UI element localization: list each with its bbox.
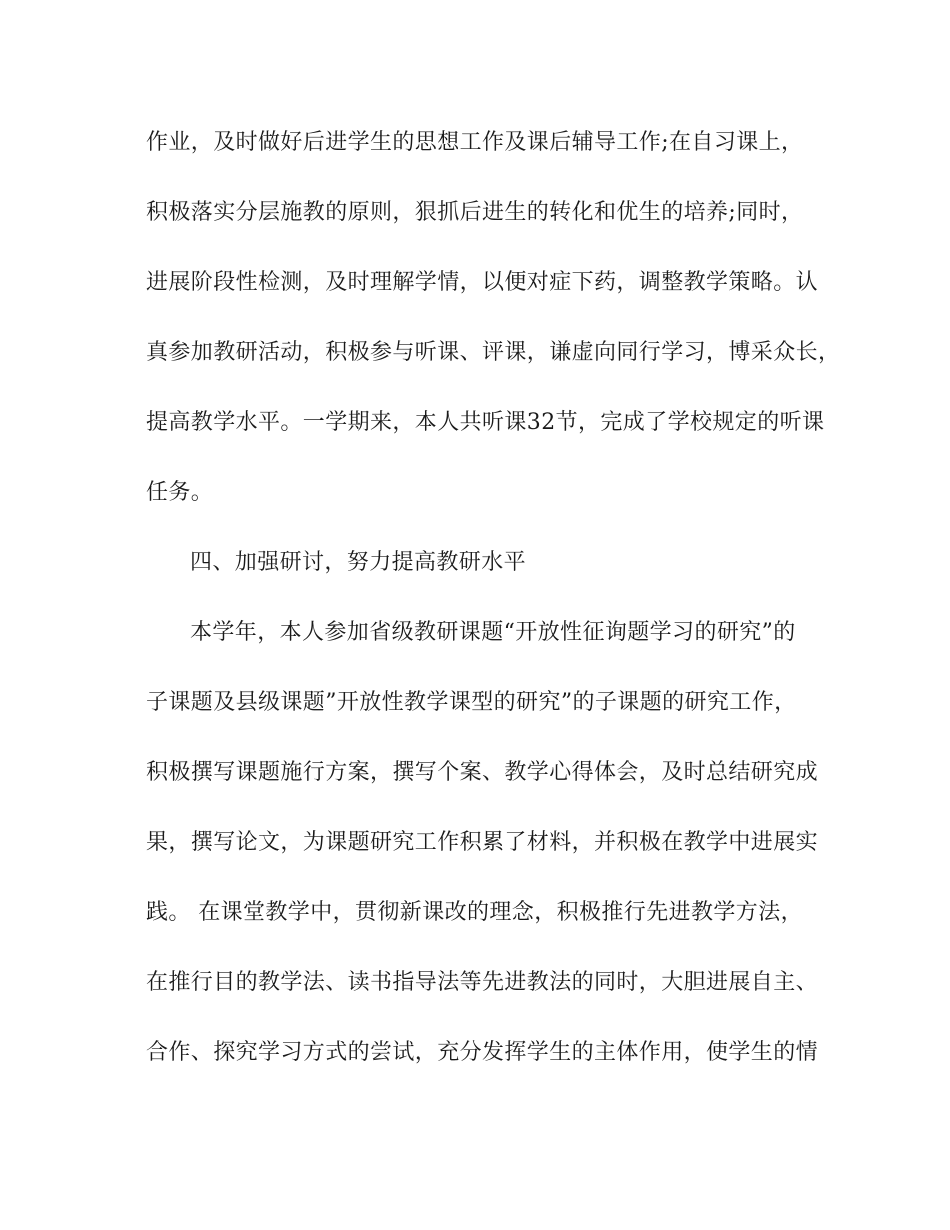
text-line: 果，撰写论文，为课题研究工作积累了材料，并积极在教学中进展实 — [146, 830, 819, 855]
section-heading: 四、加强研讨，努力提高教研水平 — [190, 550, 527, 575]
text-line: 提高教学水平。一学期来，本人共听课32节，完成了学校规定的听课 — [146, 410, 825, 435]
text-line: 合作、探究学习方式的尝试，充分发挥学生的主体作用，使学生的情 — [146, 1040, 819, 1065]
text-line: 践。 在课堂教学中，贯彻新课改的理念，积极推行先进教学方法， — [146, 900, 803, 925]
text-line: 积极落实分层施教的原则，狠抓后进生的转化和优生的培养;同时， — [146, 200, 804, 225]
text-line: 积极撰写课题施行方案，撰写个案、教学心得体会，及时总结研究成 — [146, 760, 819, 785]
text-line: 任务。 — [146, 480, 214, 505]
text-line: 在推行目的教学法、读书指导法等先进教法的同时，大胆进展自主、 — [146, 970, 819, 995]
text-line: 进展阶段性检测，及时理解学情，以便对症下药，调整教学策略。认 — [146, 270, 819, 295]
text-line: 真参加教研活动，积极参与听课、评课，谦虚向同行学习，博采众长， — [146, 340, 841, 365]
text-line: 作业，及时做好后进学生的思想工作及课后辅导工作;在自习课上， — [146, 130, 804, 155]
text-line: 本学年，本人参加省级教研课题“开放性征询题学习的研究”的 — [190, 620, 796, 645]
text-line: 子课题及县级课题”开放性教学课型的研究”的子课题的研究工作， — [146, 690, 797, 715]
